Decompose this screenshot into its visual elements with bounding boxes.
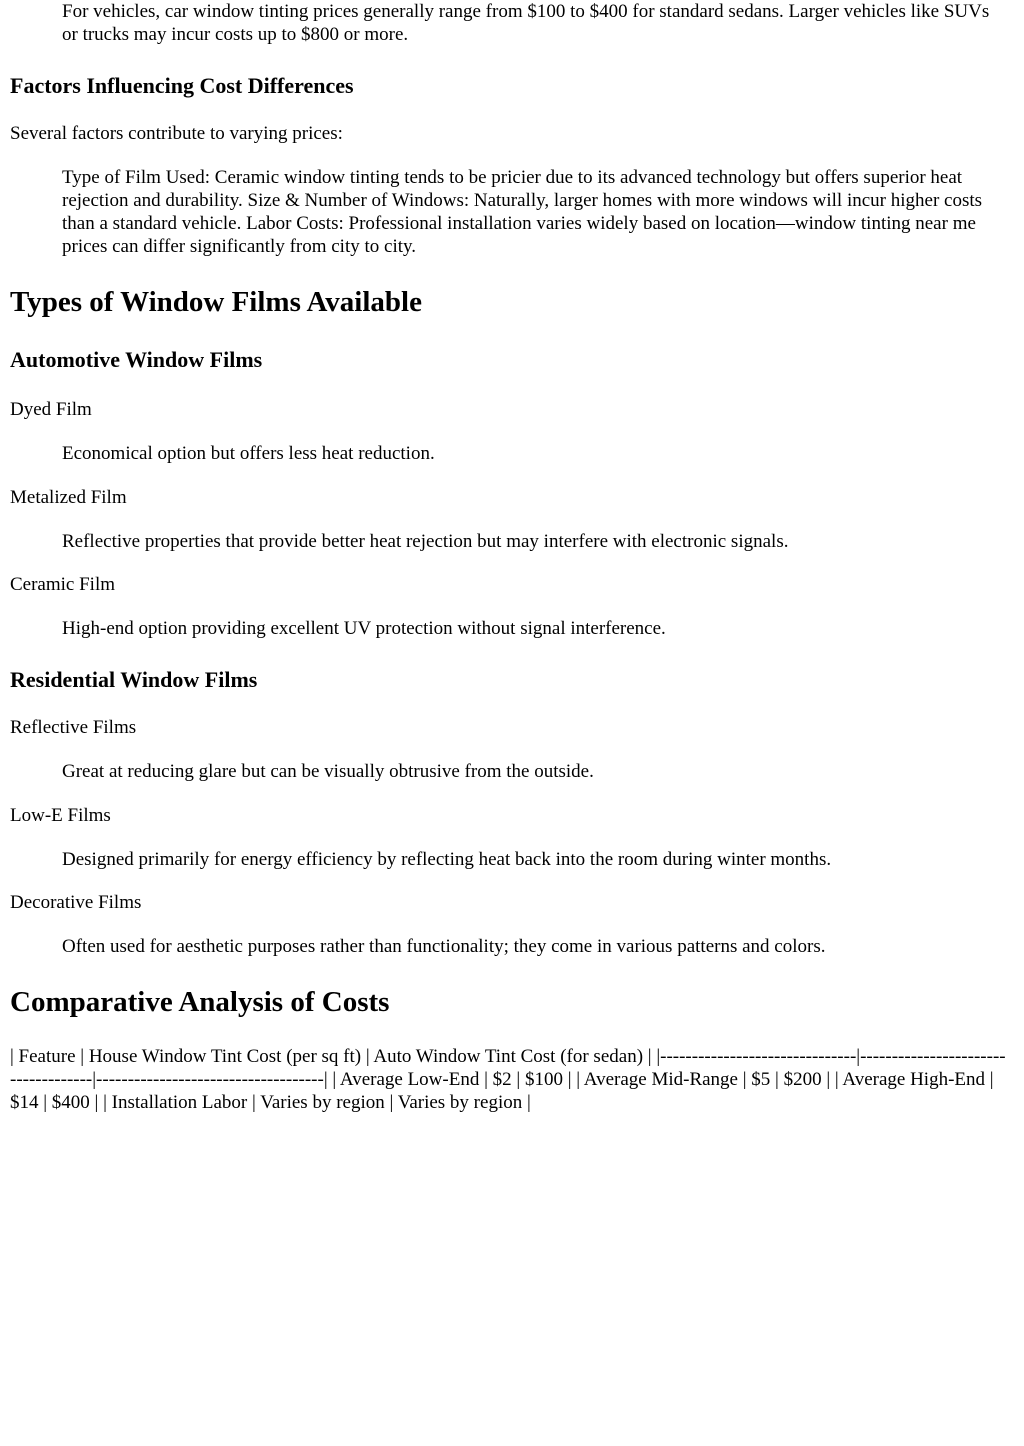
comparative-markdown-table: | Feature | House Window Tint Cost (per sq ft) | Auto Window Tint Cost (for sedan) | |-------------------------------|------------------------------------|------------------------------------| | Average Low-End | $2 | $100 | | Average Mid-Range | $5 | $200 | | Average High-End | $14 | $400 | | Installation Labor | Varies by region | Varies by region |: [10, 1046, 1006, 1113]
comparative-heading: Comparative Analysis of Costs: [10, 986, 390, 1018]
film-description-decorative: Often used for aesthetic purposes rather than functionality; they come in various patterns and colors.: [62, 936, 826, 957]
film-description-ceramic: High-end option providing excellent UV protection without signal interference.: [62, 618, 666, 639]
film-term-ceramic: Ceramic Film: [10, 574, 116, 595]
automotive-heading: Automotive Window Films: [10, 347, 263, 372]
film-description-dyed: Economical option but offers less heat reduction.: [62, 443, 435, 464]
film-term-metalized: Metalized Film: [10, 487, 127, 508]
film-term-decorative: Decorative Films: [10, 892, 142, 913]
film-term-reflective: Reflective Films: [10, 717, 137, 738]
factors-heading: Factors Influencing Cost Differences: [10, 73, 354, 98]
types-heading: Types of Window Films Available: [10, 286, 422, 318]
residential-heading: Residential Window Films: [10, 667, 258, 692]
film-description-reflective: Great at reducing glare but can be visually obtrusive from the outside.: [62, 761, 594, 782]
factors-details: Type of Film Used: Ceramic window tinting tends to be pricier due to its advanced technology but offers superior heat rejection and durability. Size & Number of Windows: Naturally, larger homes with more windows will incur higher costs than a standard vehicle. Labor Costs: Professional installation varies widely based on location—window tinting near me prices can differ significantly from city to city.: [62, 167, 983, 257]
film-term-low-e: Low-E Films: [10, 805, 111, 826]
intro-paragraph: For vehicles, car window tinting prices generally range from $100 to $400 for standard sedans. Larger vehicles like SUVs or trucks may incur costs up to $800 or more.: [62, 1, 990, 45]
film-description-low-e: Designed primarily for energy efficiency by reflecting heat back into the room during winter months.: [62, 849, 832, 870]
film-term-dyed: Dyed Film: [10, 399, 92, 420]
factors-lead: Several factors contribute to varying prices:: [10, 123, 343, 144]
film-description-metalized: Reflective properties that provide better heat rejection but may interfere with electronic signals.: [62, 531, 789, 552]
